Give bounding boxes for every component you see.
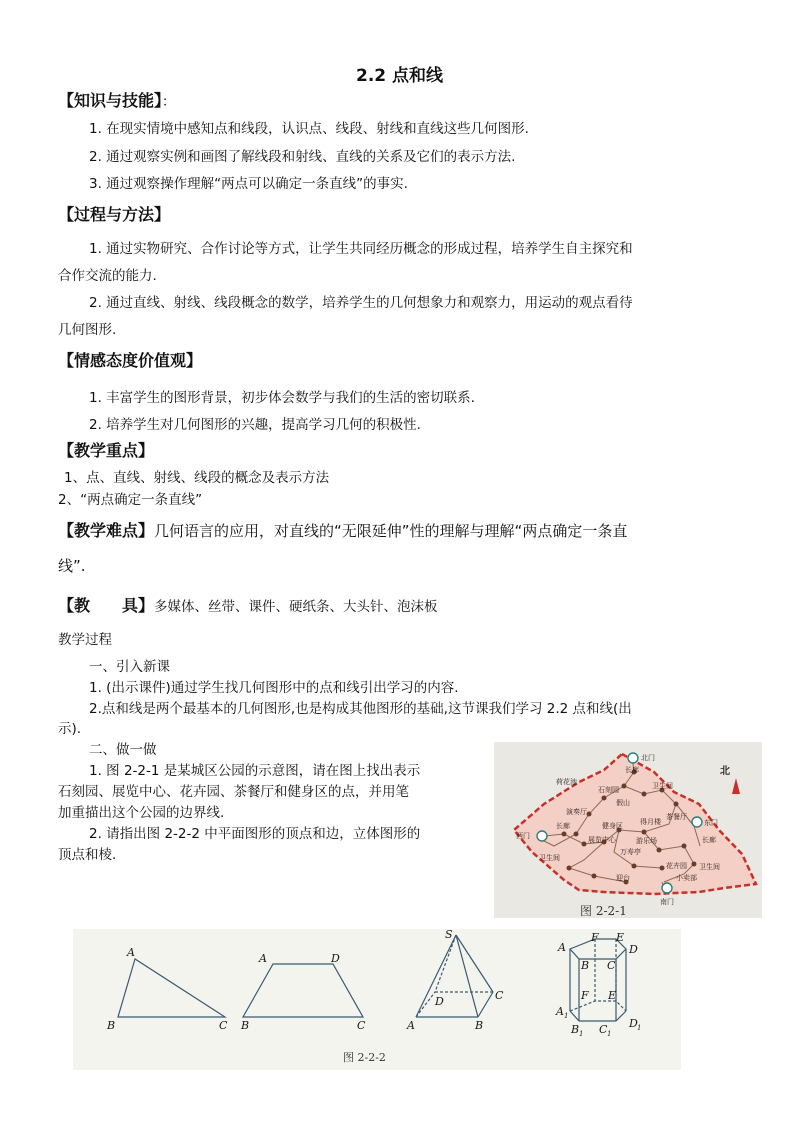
place-label: 迎台 [616,874,630,882]
place-label: 西门 [516,832,530,840]
figure1-caption: 图 2-2-1 [580,904,627,918]
lesson-item: 石刻园、展览中心、花卉园、茶餐厅和健身区的点，并用笔 [58,784,409,800]
vertex-label: E [616,931,625,944]
place-label: 小卖部 [676,874,697,882]
place-label: 游乐场 [636,837,657,845]
emotion-item: 1. 丰富学生的图形背景，初步体会数学与我们的生活的密切联系. [89,390,475,406]
knowledge-heading-suffix: ： [162,94,176,110]
place-label: 石刻园 [598,786,619,794]
place-label: 健身区 [602,822,623,830]
place-label: 展览中心 [588,836,616,844]
triangle-shape [118,959,225,1017]
place-label: 茶餐厅 [666,813,687,821]
knowledge-heading-row [58,88,176,111]
vertex-label: E [608,989,617,1002]
keypoints-heading: 【教学重点】 [58,441,155,460]
knowledge-item: 3. 通过观察操作理解“两点可以确定一条直线”的事实. [89,176,408,192]
place-label: 花卉园 [666,862,687,870]
lesson-item: 示). [58,721,82,737]
vertex-label: F [581,989,589,1002]
page-title: 2.2 点和线 [356,66,444,86]
vertex-label: A [558,941,566,954]
place-label: 长廊 [702,836,716,844]
process-item: 合作交流的能力. [58,268,157,284]
lesson-item: 1. 图 2-2-1 是某城区公园的示意图，请在图上找出表示 [89,763,421,779]
park-map [494,742,762,918]
tools-row [58,593,438,616]
knowledge-item: 2. 通过观察实例和画图了解线段和射线、直线的关系及它们的表示方法. [89,149,516,165]
vertex-label: D [331,952,340,965]
vertex-label: D [629,1017,638,1030]
vertex-label: C [599,1023,608,1036]
emotion-item: 2. 培养学生对几何图形的兴趣，提高学习几何的积极性. [89,417,421,433]
vertex-label: C [357,1019,366,1032]
vertex-label: F [591,931,599,944]
shapes-diagram [73,929,681,1070]
vertex-label: A [259,952,267,965]
tools-heading: 【教 具】 [58,596,155,615]
difficulty-text: 几何语言的应用，对直线的“无限延伸”性的理解与理解“两点确定一条直 [154,522,628,540]
lesson-item: 1. (出示课件)通过学生找几何图形中的点和线引出学习的内容. [89,680,459,696]
vertex-label: D [629,943,638,956]
lesson-item: 2. 请指出图 2-2-2 中平面图形的顶点和边，立体图形的 [89,826,421,842]
prism-shape [570,939,626,1021]
difficulty-heading: 【教学难点】 [58,521,155,540]
vertex-label: B [241,1019,250,1032]
vertex-label: D [435,995,444,1008]
vertex-label: C [607,959,616,972]
tools-text: 多媒体、丝带、课件、硬纸条、大头针、泡沫板 [154,599,438,615]
vertex-label: C [219,1019,228,1032]
lesson-section-1: 一、引入新课 [89,659,170,675]
vertex-label: A [407,1019,415,1032]
north-arrow-icon [732,778,740,794]
place-label: 卫生间 [699,863,720,871]
vertex-label: A [127,946,135,959]
figure2-caption: 图 2-2-2 [343,1051,386,1064]
subscript-label: 1 [637,1024,642,1032]
place-label: 卫生间 [539,854,560,862]
place-label: 东门 [704,819,718,827]
subscript-label: 1 [579,1030,584,1038]
vertex-label: A [556,1005,564,1018]
keypoints-item: 1、点、直线、射线、线段的概念及表示方法 [64,470,330,486]
pyramid-shape [416,935,493,1017]
vertex-label: C [495,989,504,1002]
process-item: 2. 通过直线、射线、线段概念的数学，培养学生的几何想象力和观察力，用运动的观点看待 [89,295,633,311]
north-label: 北 [720,766,730,777]
vertex-label: B [581,959,590,972]
process-heading: 【过程与方法】 [58,205,171,224]
subscript-label: 1 [607,1030,612,1038]
place-label: 得月楼 [640,818,661,826]
knowledge-item: 1. 在现实情境中感知点和线段，认识点、线段、射线和直线这些几何图形. [89,121,529,137]
lesson-section-2: 二、做一做 [89,742,157,758]
place-label: 假山 [616,799,630,807]
process-item: 几何图形. [58,322,117,338]
vertex-label: B [475,1019,484,1032]
lesson-item: 顶点和棱. [58,847,117,863]
difficulty-text-cont: 线”. [58,557,86,575]
place-label: 南门 [660,898,674,906]
place-label: 演奏厅 [566,808,587,816]
place-label: 卫生间 [652,782,673,790]
vertex-label: B [571,1023,580,1036]
knowledge-heading: 【知识与技能】 [58,91,163,110]
place-label: 万寿亭 [620,848,641,856]
keypoints-item: 2、“两点确定一条直线” [58,492,203,508]
subscript-label: 1 [564,1012,569,1020]
emotion-heading: 【情感态度价值观】 [58,351,203,370]
place-label: 北门 [641,754,655,762]
process-item: 1. 通过实物研究、合作讨论等方式，让学生共同经历概念的形成过程，培养学生自主探究和 [89,241,633,257]
lesson-item: 2.点和线是两个最基本的几何图形,也是构成其他图形的基础,这节课我们学习 2.2 点和线(出 [89,701,632,717]
place-label: 长廊 [556,822,570,830]
difficulty-row [58,518,627,541]
park-map-figure [494,742,762,918]
vertex-label: S [445,929,453,941]
vertex-label: B [107,1019,116,1032]
place-label: 长廊 [625,766,639,774]
lesson-label: 教学过程 [58,632,112,648]
place-label: 荷花池 [556,778,577,786]
trapezoid-shape [243,964,363,1017]
shapes-figure [73,929,681,1070]
lesson-item: 加重描出这个公园的边界线. [58,805,225,821]
